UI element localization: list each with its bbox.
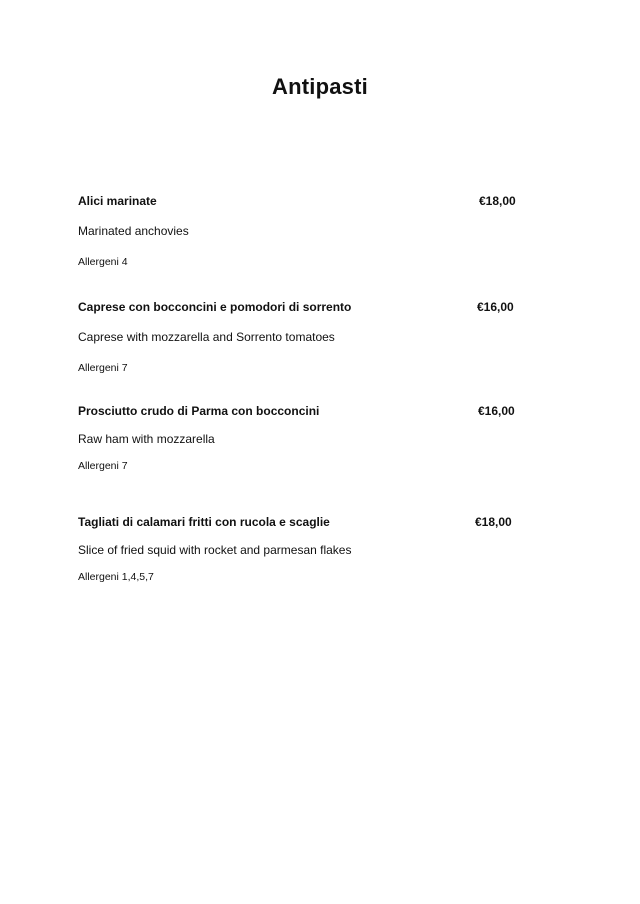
menu-item-name: Prosciutto crudo di Parma con bocconcini: [78, 404, 320, 418]
menu-item-allergens: Allergeni 7: [78, 362, 128, 374]
menu-item-description: Marinated anchovies: [78, 224, 189, 238]
menu-item-price: €18,00: [479, 194, 516, 208]
menu-item-allergens: Allergeni 1,4,5,7: [78, 571, 154, 583]
menu-item-allergens: Allergeni 4: [78, 256, 128, 268]
menu-item-description: Caprese with mozzarella and Sorrento tomatoes: [78, 330, 335, 344]
menu-item-price: €18,00: [475, 515, 512, 529]
page-title: Antipasti: [272, 74, 368, 99]
menu-item-name: Alici marinate: [78, 194, 157, 208]
menu-item-description: Slice of fried squid with rocket and parmesan flakes: [78, 543, 352, 557]
menu-item-price: €16,00: [477, 300, 514, 314]
menu-item-name: Caprese con bocconcini e pomodori di sorrento: [78, 300, 352, 314]
menu-item-description: Raw ham with mozzarella: [78, 432, 215, 446]
menu-item-name: Tagliati di calamari fritti con rucola e scaglie: [78, 515, 330, 529]
menu-item-allergens: Allergeni 7: [78, 460, 128, 472]
menu-item-price: €16,00: [478, 404, 515, 418]
